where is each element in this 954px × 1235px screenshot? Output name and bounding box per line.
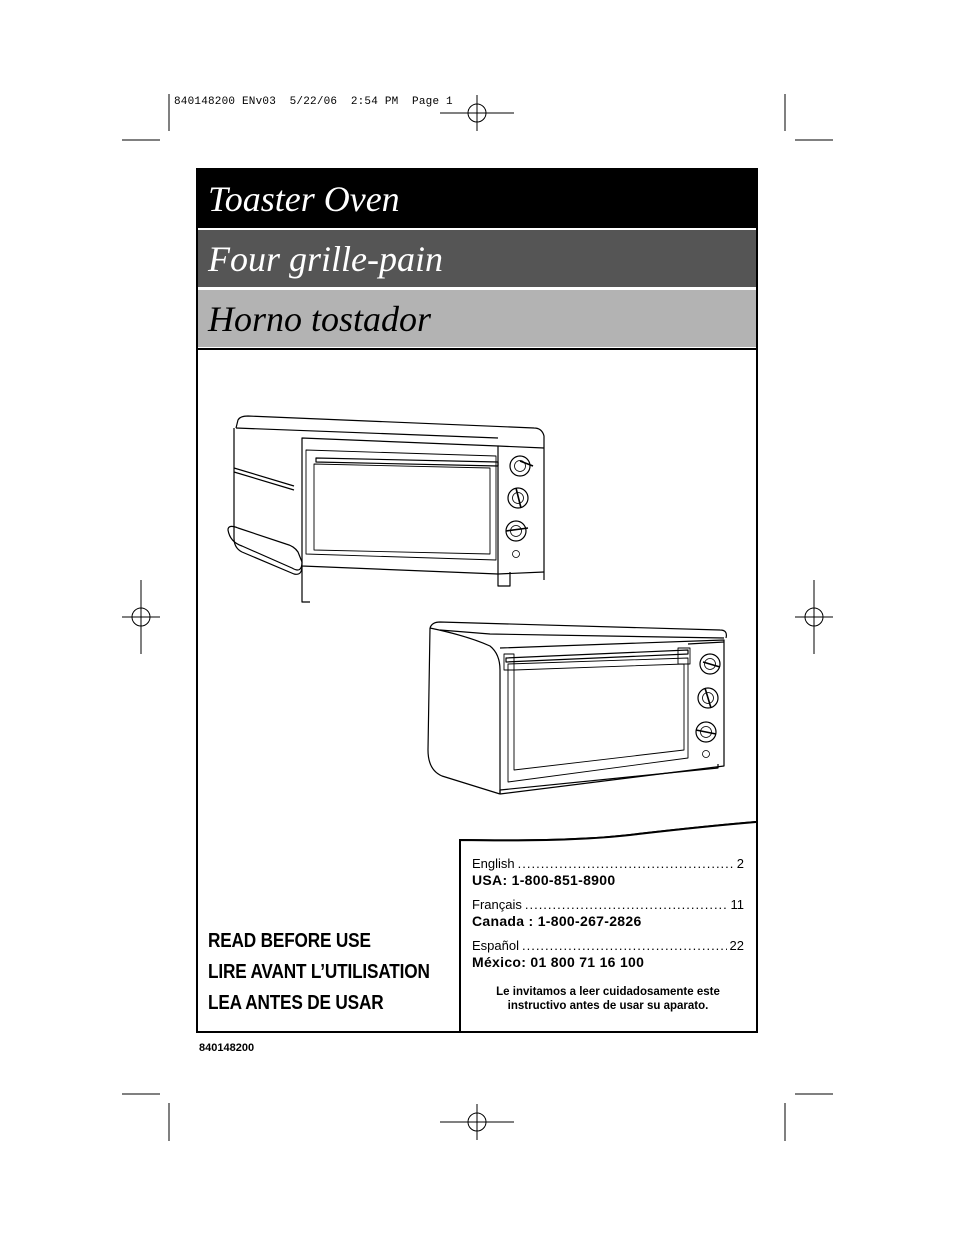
toc-page: 22 <box>729 938 744 953</box>
invitation-note: Le invitamos a leer cuidadosamente este instructivo antes de usar su aparato. <box>496 986 720 1012</box>
warning-english: READ BEFORE USE <box>208 930 371 952</box>
registration-mark-bottom <box>440 1104 514 1140</box>
toc-phone-mexico: México: 01 800 71 16 100 <box>472 954 645 970</box>
manual-cover <box>196 168 758 1033</box>
registration-mark-right <box>795 580 833 654</box>
toc-phone-canada: Canada : 1-800-267-2826 <box>472 913 642 929</box>
toc-leader <box>525 897 728 913</box>
warning-spanish: LEA ANTES DE USAR <box>208 992 384 1014</box>
toc-page: 11 <box>730 897 744 912</box>
table-of-contents <box>472 856 744 1013</box>
toc-phone-usa: USA: 1-800-851-8900 <box>472 872 616 888</box>
toc-page: 2 <box>736 856 744 871</box>
title-spanish: Horno tostador <box>198 289 756 347</box>
print-slug: 840148200 ENv03 5/22/06 2:54 PM Page 1 <box>174 96 453 108</box>
warning-french: LIRE AVANT L’UTILISATION <box>208 961 430 983</box>
toc-language: Français <box>472 897 522 912</box>
toaster-oven-illustration-bottom <box>428 622 726 794</box>
toc-leader <box>518 856 734 872</box>
toc-language: Español <box>472 938 519 953</box>
toc-entry-french[interactable] <box>472 897 744 913</box>
read-before-use-block <box>208 926 466 1019</box>
toc-language: English <box>472 856 515 871</box>
toc-entry-spanish[interactable] <box>472 938 744 954</box>
title-french: Four grille-pain <box>198 229 756 287</box>
model-code: 840148200 <box>199 1042 255 1054</box>
toc-entry-english[interactable] <box>472 856 744 872</box>
toaster-oven-illustration-top <box>228 416 544 602</box>
registration-mark-left <box>122 580 160 654</box>
title-english: Toaster Oven <box>198 170 756 228</box>
toc-leader <box>522 938 727 954</box>
